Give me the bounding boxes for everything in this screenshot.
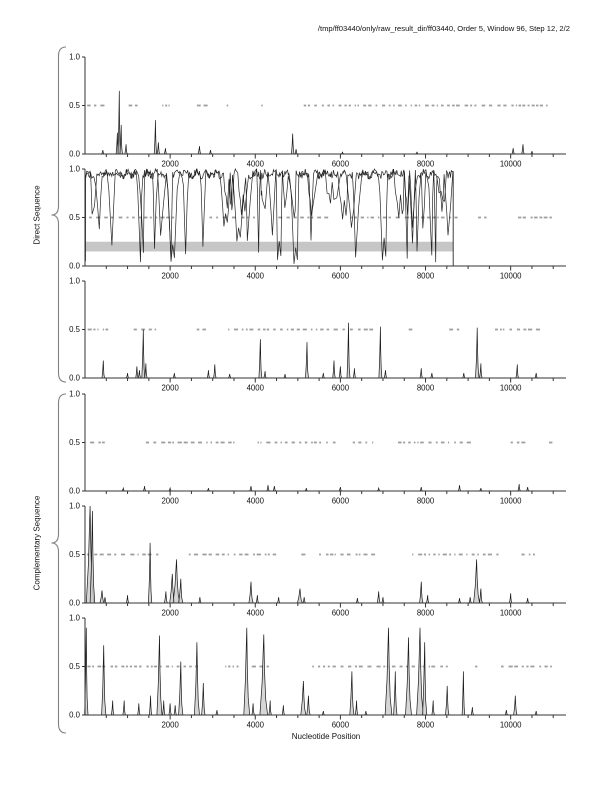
- y-tick-label: 0.5: [69, 325, 80, 335]
- y-tick-label: 0.5: [69, 101, 80, 111]
- y-tick-label: 1.0: [69, 389, 80, 399]
- x-tick-label: 8000: [416, 383, 435, 393]
- x-tick-label: 6000: [331, 383, 350, 393]
- x-tick-label: 8000: [416, 159, 435, 169]
- y-tick-label: 1.0: [69, 164, 80, 174]
- y-tick-label: 0.0: [69, 261, 80, 271]
- x-tick-label: 4000: [246, 608, 264, 618]
- y-tick-label: 1.0: [69, 613, 80, 623]
- panel-direct-frame-3: [69, 277, 566, 393]
- y-tick-label: 0.0: [69, 486, 80, 496]
- panel-complementary-frame-2: [69, 502, 566, 618]
- x-tick-label: 10000: [499, 496, 522, 506]
- x-tick-label: 4000: [246, 383, 264, 393]
- x-tick-label: 8000: [416, 271, 435, 281]
- x-tick-label: 2000: [161, 720, 179, 730]
- x-tick-label: 10000: [499, 720, 522, 730]
- x-tick-label: 10000: [499, 383, 522, 393]
- x-tick-label: 2000: [161, 496, 179, 506]
- x-tick-label: 2000: [161, 608, 179, 618]
- x-tick-label: 4000: [246, 159, 264, 169]
- x-tick-label: 6000: [331, 271, 350, 281]
- x-tick-label: 10000: [499, 159, 522, 169]
- x-tick-label: 4000: [246, 496, 264, 506]
- y-tick-label: 0.5: [69, 213, 80, 223]
- x-tick-label: 10000: [499, 271, 522, 281]
- y-tick-label: 0.5: [69, 550, 80, 560]
- x-tick-label: 2000: [161, 383, 179, 393]
- y-tick-label: 1.0: [69, 501, 80, 511]
- direct-sequence-brace: [52, 47, 67, 382]
- panel-complementary-frame-1: [69, 390, 566, 506]
- direct-sequence-label: Direct Sequence: [32, 185, 42, 245]
- x-tick-label: 4000: [246, 271, 264, 281]
- y-tick-label: 0.5: [69, 438, 80, 448]
- x-tick-label: 6000: [331, 608, 350, 618]
- x-tick-label: 8000: [416, 608, 435, 618]
- x-tick-label: 2000: [161, 159, 179, 169]
- y-tick-label: 1.0: [69, 52, 80, 62]
- x-tick-label: 2000: [161, 271, 179, 281]
- panel-complementary-frame-3: [69, 614, 566, 730]
- x-tick-label: 6000: [331, 159, 350, 169]
- y-tick-label: 0.0: [69, 710, 80, 720]
- complementary-sequence-brace: [52, 394, 67, 733]
- y-tick-label: 0.5: [69, 662, 80, 672]
- x-tick-label: 6000: [331, 496, 350, 506]
- y-tick-label: 0.0: [69, 149, 80, 159]
- x-tick-label: 10000: [499, 608, 522, 618]
- header-title: /tmp/ff03440/only/raw_result_dir/ff03440, Order 5, Window 96, Step 12, 2/2: [317, 24, 570, 33]
- x-tick-label: 8000: [416, 496, 435, 506]
- x-tick-label: 6000: [331, 720, 350, 730]
- panel-direct-frame-2: [69, 165, 566, 281]
- x-axis-label: Nucleotide Position: [291, 732, 361, 741]
- y-tick-label: 1.0: [69, 276, 80, 286]
- x-tick-label: 4000: [246, 720, 264, 730]
- x-tick-label: 8000: [416, 720, 435, 730]
- y-tick-label: 0.0: [69, 598, 80, 608]
- panel-direct-frame-1: [69, 53, 566, 169]
- y-tick-label: 0.0: [69, 373, 80, 383]
- complementary-sequence-label: Complementary Sequence: [32, 495, 42, 591]
